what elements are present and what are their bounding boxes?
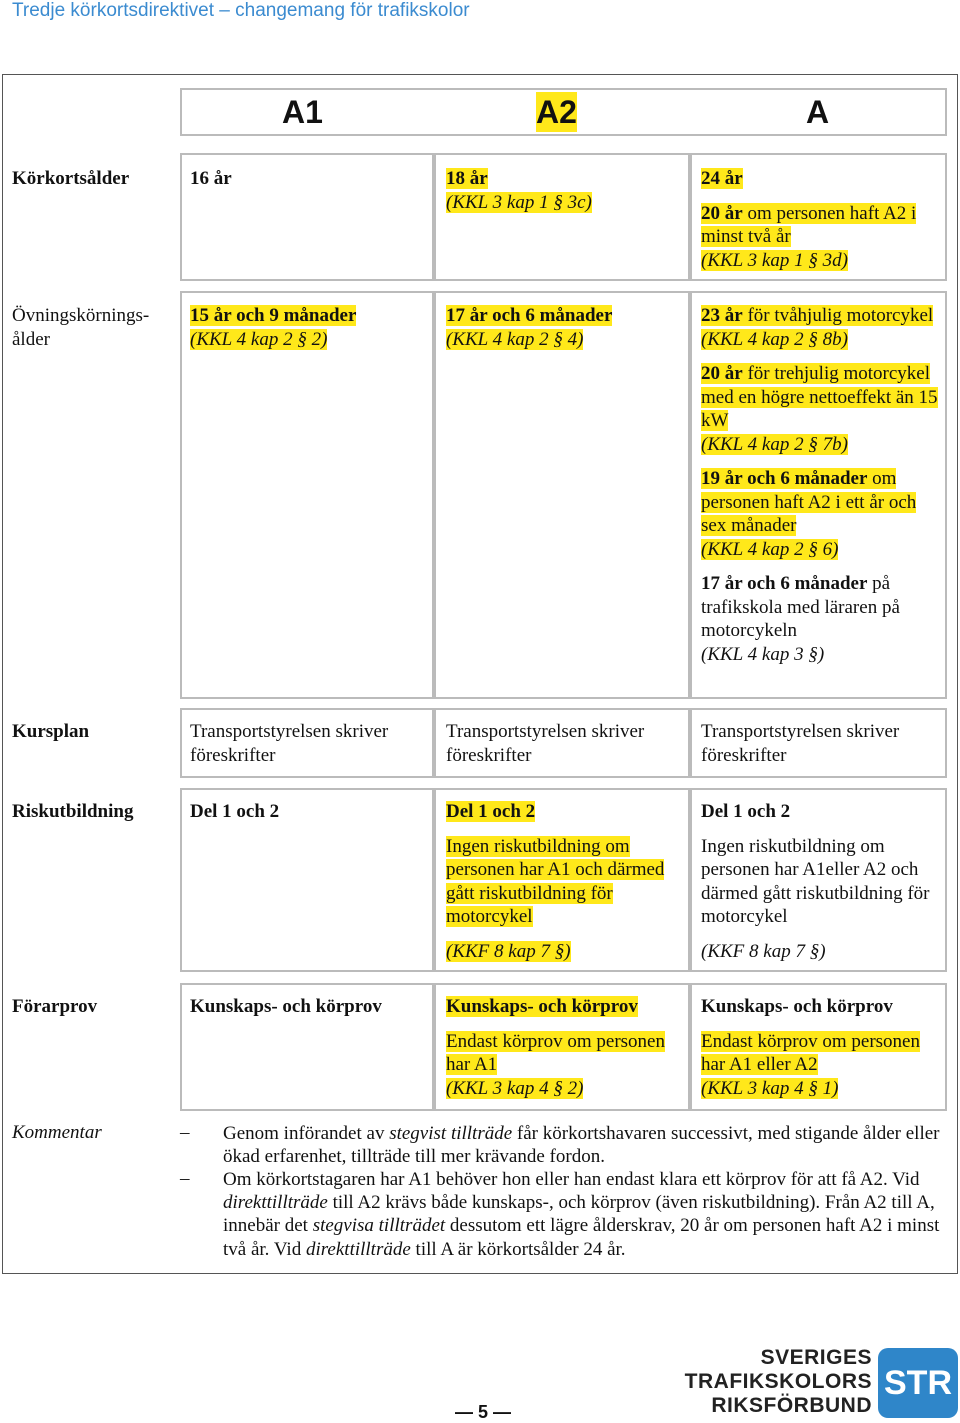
age-condition: för trehjulig motorcykel med en högre nettoeffekt än 15 kW	[701, 363, 938, 431]
a1-forarprov: Kunskaps- och körprov	[190, 996, 382, 1017]
cell-box	[180, 291, 434, 699]
emphasis: direkttillträde	[305, 1238, 411, 1260]
a-riskutbildning	[701, 800, 941, 963]
a2-korkortsalder	[446, 167, 682, 214]
law-reference: (KKL 3 kap 1 § 3c)	[446, 191, 592, 213]
a-kursplan: Transportstyrelsen skriver föreskrifter	[701, 721, 900, 766]
age-value: 17 år och 6 månader	[701, 573, 868, 594]
age-value: 23 år	[701, 305, 743, 326]
a2-forarprov	[446, 995, 684, 1100]
page-header: Tredje körkortsdirektivet – changemang för trafikskolor	[12, 0, 470, 21]
age-condition: om personen haft A2 i ett år och sex månader	[701, 468, 917, 536]
column-header-a1: A1	[282, 94, 323, 130]
row-label-forarprov: Förarprov	[12, 996, 98, 1017]
emphasis: direkttillträde	[223, 1192, 328, 1214]
age-value: 15 år och 9 månader	[190, 305, 357, 326]
age-value: 16 år	[190, 168, 232, 189]
row-label-riskutbildning: Riskutbildning	[12, 801, 134, 822]
a-korkortsalder	[701, 167, 941, 272]
a1-kursplan: Transportstyrelsen skriver föreskrifter	[190, 721, 389, 766]
law-reference: (KKL 4 kap 2 § 2)	[190, 328, 328, 350]
text-run: till A2 krävs både kunskaps-, och körprov (även riskutbildning). Från A2 till A, innebär det	[223, 1192, 935, 1237]
law-reference: (KKL 3 kap 1 § 3d)	[701, 249, 848, 271]
age-value: 19 år och 6 månader	[701, 468, 868, 489]
a1-riskutbildning: Del 1 och 2	[190, 801, 280, 822]
logo-line: RIKSFÖRBUND	[711, 1394, 872, 1417]
text-run: dessutom ett lägre ålderskrav, 20 år om personen haft A2 i minst två år. Vid	[223, 1215, 940, 1260]
logo-line: SVERIGES	[760, 1346, 872, 1369]
law-reference: (KKL 4 kap 2 § 8b)	[701, 328, 848, 350]
logo-line: TRAFIKSKOLORS	[684, 1370, 872, 1393]
test-type: Kunskaps- och körprov	[446, 996, 638, 1017]
law-reference: (KKL 4 kap 3 §)	[701, 643, 825, 665]
law-reference: (KKL 4 kap 2 § 4)	[446, 328, 584, 350]
test-exception: Endast körprov om personen har A1	[446, 1030, 665, 1075]
kommentar-paragraph-2	[223, 1168, 943, 1261]
age-condition: för tvåhjulig motorcykel	[742, 305, 934, 326]
a2-ovningskorningsalder	[446, 304, 682, 351]
age-condition: om personen haft A2 i minst två år	[701, 202, 917, 247]
row-label-kursplan: Kursplan	[12, 721, 90, 742]
age-value: 24 år	[701, 168, 743, 189]
emphasis: stegvisa tillträdet	[312, 1215, 446, 1237]
str-mark-icon: STR	[878, 1348, 958, 1418]
bullet-dash: –	[180, 1168, 190, 1189]
test-exception: Endast körprov om personen har A1 eller A2	[701, 1030, 920, 1075]
test-type: Kunskaps- och körprov	[701, 996, 893, 1017]
text-run: Om körkortstagaren har A1 behöver hon eller han endast klara ett körprov för att få A2. Vid	[223, 1169, 920, 1190]
age-value: 20 år	[701, 363, 743, 384]
law-reference: (KKL 4 kap 2 § 7b)	[701, 433, 848, 455]
a-forarprov	[701, 995, 941, 1100]
column-header-a2: A2	[536, 94, 577, 130]
kommentar-label: Kommentar	[12, 1122, 102, 1143]
text-run: till A är körkortsålder 24 år.	[410, 1238, 626, 1260]
label-line: Övningskörnings-	[12, 305, 150, 326]
risk-parts: Del 1 och 2	[701, 801, 791, 822]
law-reference: (KKL 4 kap 2 § 6)	[701, 538, 839, 560]
law-reference: (KKL 3 kap 4 § 1)	[701, 1077, 839, 1099]
risk-parts: Del 1 och 2	[446, 801, 536, 822]
a1-korkortsalder	[190, 167, 426, 191]
page-number: — 5 —	[455, 1402, 512, 1422]
a-ovningskorningsalder	[701, 304, 939, 666]
row-label-ovningskorningsalder	[12, 304, 149, 351]
age-value: 20 år	[701, 202, 743, 224]
column-header-a: A	[806, 94, 830, 130]
cell-box	[434, 291, 690, 699]
logo-wordmark	[685, 1346, 872, 1418]
label-line: ålder	[12, 328, 50, 350]
kommentar-paragraph-1	[223, 1122, 943, 1168]
law-reference: (KKF 8 kap 7 §)	[446, 940, 571, 962]
a2-riskutbildning	[446, 800, 684, 963]
text-run: Genom införandet av	[223, 1123, 390, 1144]
risk-exception: Ingen riskutbildning om personen har A1eller A2 och därmed gått riskutbildning för motorcykel	[701, 835, 930, 927]
risk-exception: Ingen riskutbildning om personen har A1 och därmed gått riskutbildning för motorcykel	[446, 835, 665, 927]
law-reference: (KKF 8 kap 7 §)	[701, 940, 826, 962]
age-value: 18 år	[446, 168, 488, 189]
emphasis: stegvist tillträde	[389, 1123, 513, 1144]
text-run: får körkortshavaren successivt, med stigande ålder eller ökad erfarenhet, tillträde till mer krävande fordon.	[223, 1123, 940, 1168]
bullet-dash: –	[180, 1122, 190, 1143]
age-value: 17 år och 6 månader	[446, 305, 613, 326]
a1-ovningskorningsalder	[190, 304, 426, 351]
str-logo	[684, 1346, 960, 1422]
a2-kursplan: Transportstyrelsen skriver föreskrifter	[446, 721, 645, 766]
law-reference: (KKL 3 kap 4 § 2)	[446, 1077, 584, 1099]
row-label-korkortsalder: Körkortsålder	[12, 168, 130, 189]
age-condition: på trafikskola med läraren på motorcykeln	[701, 573, 900, 641]
